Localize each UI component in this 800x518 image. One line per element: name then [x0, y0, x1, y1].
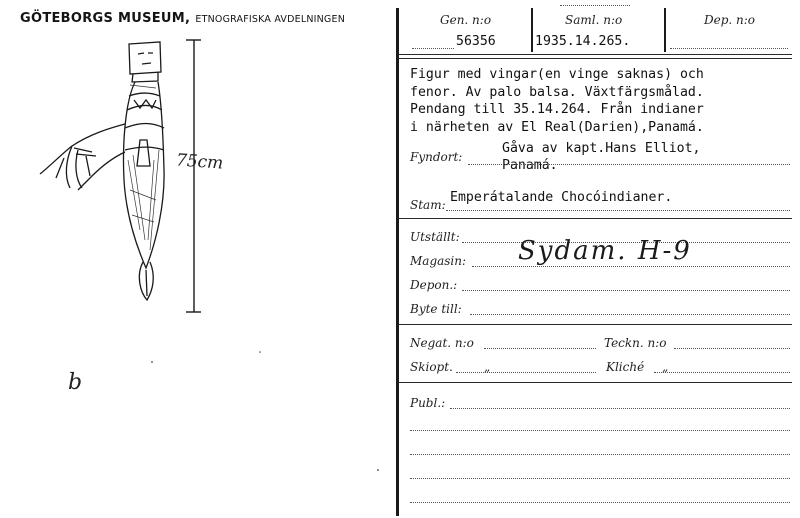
magasin-label: Magasin:	[410, 254, 467, 268]
depon-label: Depon.:	[410, 278, 458, 292]
fyndort-line-1: Gåva av kapt.Hans Elliot,	[502, 141, 701, 156]
measurement-annotation: 75cm	[175, 150, 224, 174]
figure-mark: b	[68, 370, 83, 395]
negat-label: Negat. n:o	[410, 336, 474, 350]
byte-label: Byte till:	[410, 302, 462, 316]
saml-label: Saml. n:o	[565, 13, 623, 27]
department-name: ETNOGRAFISKA AVDELNINGEN	[195, 14, 346, 25]
skiopt-label: Skiopt.	[410, 360, 453, 374]
stam-label: Stam:	[410, 198, 446, 212]
teckn-label: Teckn. n:o	[604, 336, 667, 350]
figure-wing	[40, 124, 125, 190]
stam-value: Emperátalande Chocóindianer.	[450, 190, 673, 205]
figure-drawing	[0, 0, 395, 518]
saml-box-right	[664, 8, 666, 52]
publ-label: Publ.:	[410, 396, 446, 410]
saml-box-left	[531, 8, 533, 52]
gen-label: Gen. n:o	[440, 13, 492, 27]
description-line-2: fenor. Av palo balsa. Växtfärgsmålad.	[410, 84, 704, 100]
kliche-ditto: „	[662, 360, 669, 374]
figure-head	[129, 42, 161, 74]
museum-name: GÖTEBORGS MUSEUM,	[20, 11, 191, 26]
dep-label: Dep. n:o	[704, 13, 756, 27]
fyndort-line-2: Panamá.	[502, 158, 558, 173]
measurement-bar	[186, 40, 201, 312]
description-line-1: Figur med vingar(en vinge saknas) och	[410, 67, 704, 82]
magasin-value: Sydam. H-9	[518, 236, 692, 266]
saml-value: 1935.14.265.	[535, 34, 631, 49]
fyndort-label: Fyndort:	[410, 150, 463, 164]
figure-body	[123, 82, 164, 268]
description-line-4: i närheten av El Real(Darien),Panamá.	[410, 119, 704, 135]
kliche-label: Kliché	[606, 360, 645, 374]
gen-value: 56356	[456, 34, 496, 49]
description-line-3: Pendang till 35.14.264. Från indianer	[410, 102, 704, 117]
skiopt-ditto: „	[484, 360, 491, 374]
utstallt-label: Utställt:	[410, 230, 460, 244]
card-left-border	[396, 8, 399, 516]
fyndort-value	[502, 140, 701, 174]
description-block	[410, 66, 704, 136]
